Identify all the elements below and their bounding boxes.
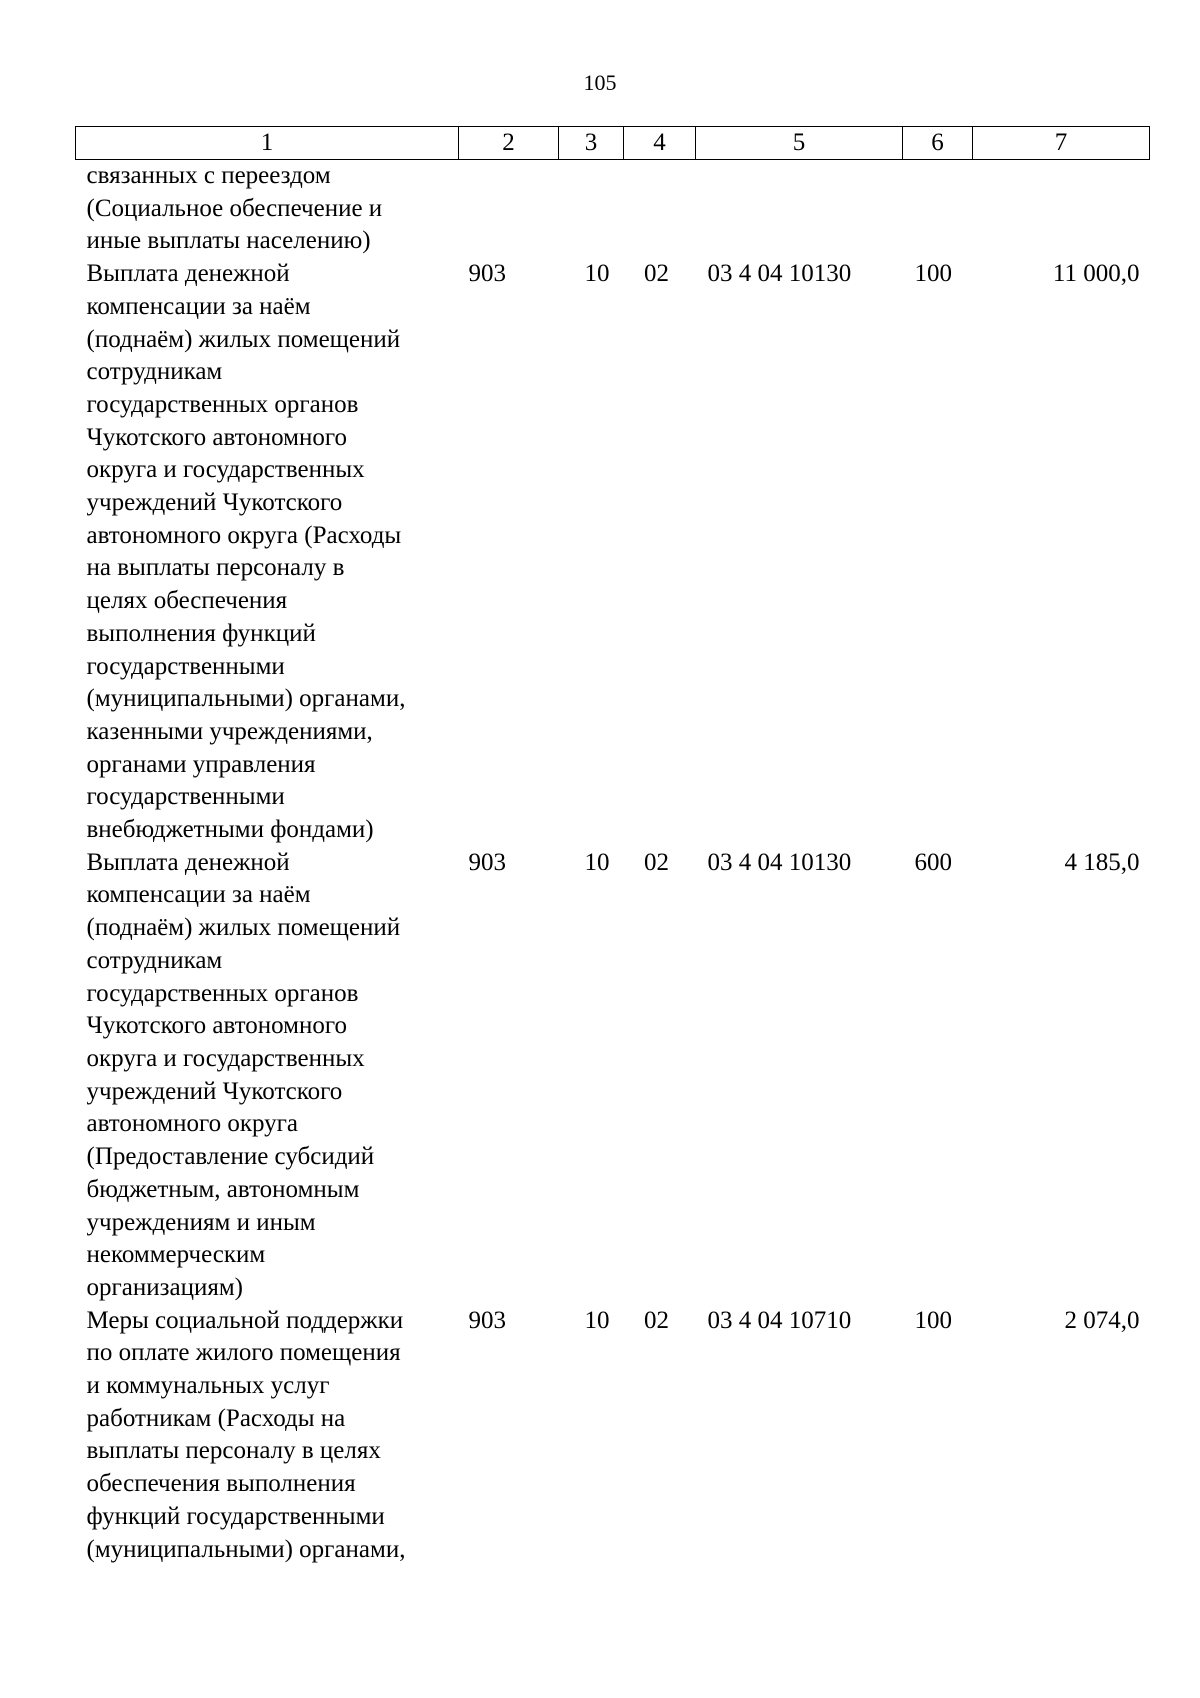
row-name-line: учреждениям и иным [86,1208,316,1236]
row-target-article-code: 03 4 04 10130 [707,260,852,288]
row-name-line: органами управления [86,750,316,778]
row-name-line: учреждений Чукотского [86,489,343,517]
row-name-line: учреждений Чукотского [86,1077,343,1105]
row-name-line: обеспечения выполнения [86,1470,356,1498]
table-row [76,258,1150,847]
row-name-line: связанных с переездом [86,162,331,189]
row-name-line: казенными учреждениями, [86,717,373,745]
row-name-line: Выплата денежной [86,848,290,876]
row-name [76,160,459,259]
header-col-4: 4 [624,127,696,160]
row-target-article-code: 03 4 04 10710 [707,1306,852,1334]
row-name-line: на выплаты персоналу в [86,554,345,582]
row-name [76,258,459,847]
row-subsection-code [624,160,696,259]
row-name-line: Чукотского автономного [86,1012,347,1040]
budget-table [75,126,1150,1566]
row-name [76,1305,459,1567]
row-ministry-code: 903 [468,1306,506,1334]
row-expense-type-code: 100 [914,1306,952,1334]
row-name-line: автономного округа (Расходы [86,521,402,549]
page-number: 105 [583,70,617,95]
row-section-code [559,160,624,259]
row-name-line: (поднаём) жилых помещений [86,914,401,942]
row-subsection-code: 02 [644,1306,669,1334]
row-name [76,847,459,1305]
row-name-line: компенсации за наём [86,881,311,909]
row-name-line: компенсации за наём [86,292,311,320]
row-expense-type-code: 100 [914,260,952,288]
row-name-line: выплаты персоналу в целях [86,1437,381,1465]
row-name-line: округа и государственных [86,1044,365,1072]
header-col-2: 2 [459,127,559,160]
header-col-6: 6 [903,127,973,160]
row-section-code: 10 [584,1306,610,1334]
row-amount [973,160,1150,259]
row-target-article-code: 03 4 04 10130 [707,848,852,876]
row-ministry-code [459,160,559,259]
row-amount: 4 185,0 [1064,848,1140,876]
row-name-line: (муниципальными) органами, [86,685,406,713]
row-name-line: сотрудникам [86,358,223,386]
row-amount: 2 074,0 [1064,1306,1140,1334]
row-ministry-code: 903 [468,260,506,288]
row-name-line: (поднаём) жилых помещений [86,325,401,353]
row-name-line: выполнения функций [86,619,316,647]
row-subsection-code: 02 [644,260,669,288]
row-name-line: работникам (Расходы на [86,1404,346,1432]
row-name-line: автономного округа [86,1110,299,1138]
header-col-7: 7 [973,127,1150,160]
row-subsection-code: 02 [644,848,669,876]
row-name-line: государственных органов [86,979,359,1007]
row-name-line: государственных органов [86,390,359,418]
row-name-line: (муниципальными) органами, [86,1535,406,1563]
header-col-1: 1 [76,127,459,160]
row-section-code: 10 [584,848,610,876]
row-name-line: организациям) [86,1273,243,1301]
row-ministry-code: 903 [468,848,506,876]
row-name-line: (Предоставление субсидий [86,1143,375,1171]
table-header [76,127,1150,160]
row-name-line: (Социальное обеспечение и [86,194,383,222]
row-name-line: внебюджетными фондами) [86,816,374,844]
row-name-line: сотрудникам [86,946,223,974]
row-name-line: некоммерческим [86,1241,266,1269]
row-name-line: по оплате жилого помещения [86,1339,401,1367]
row-name-line: округа и государственных [86,456,365,484]
row-expense-type-code: 600 [914,848,952,876]
row-name-line: Выплата денежной [86,260,290,288]
row-name-line: государственными [86,783,285,811]
row-name-line: бюджетным, автономным [86,1175,360,1203]
row-name-line: и коммунальных услуг [86,1372,330,1400]
header-row [76,127,1150,160]
header-col-3: 3 [559,127,624,160]
row-name-line: государственными [86,652,285,680]
row-section-code: 10 [584,260,610,288]
table-row [76,1305,1150,1567]
table-row [76,160,1150,259]
row-target-article-code [696,160,903,259]
row-amount: 11 000,0 [1052,260,1140,288]
row-name-line: целях обеспечения [86,587,288,615]
row-name-line: функций государственными [86,1502,385,1530]
row-name-line: Меры социальной поддержки [86,1306,404,1334]
row-expense-type-code [903,160,973,259]
header-col-5: 5 [696,127,903,160]
table-body [76,160,1150,1567]
row-name-line: Чукотского автономного [86,423,347,451]
row-name-line: иные выплаты населению) [86,227,371,255]
table-row [76,847,1150,1305]
